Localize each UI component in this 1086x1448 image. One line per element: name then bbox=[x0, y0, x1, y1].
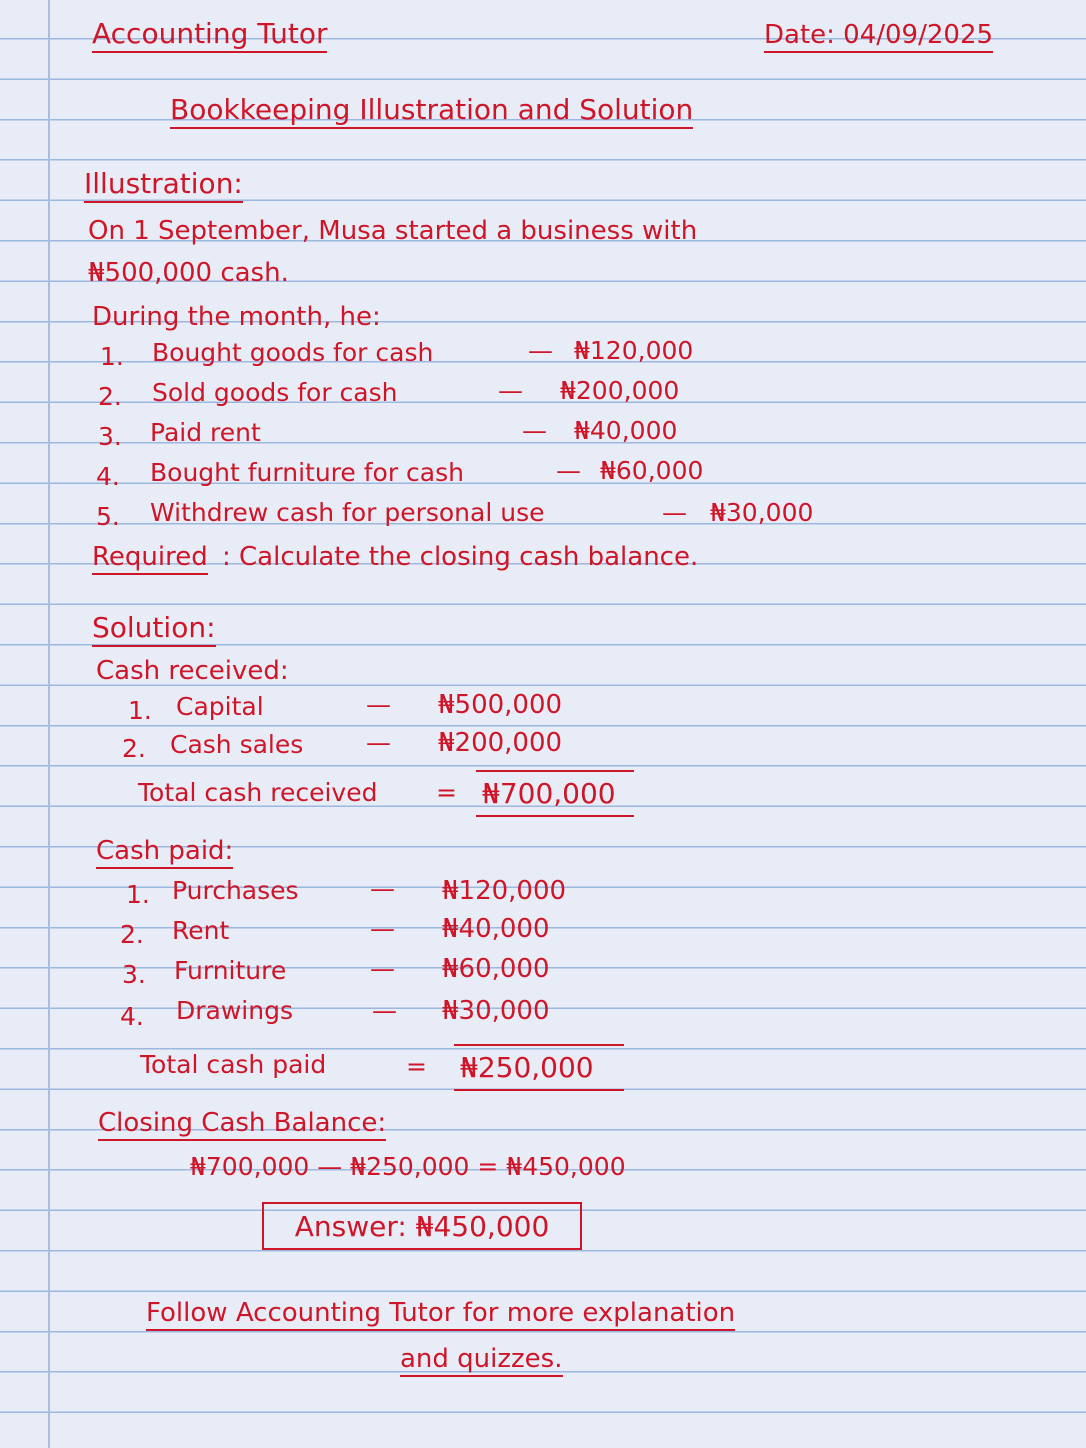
row-amount: ₦200,000 bbox=[438, 728, 563, 758]
row-dash: — bbox=[366, 690, 391, 719]
row-dash: — bbox=[370, 914, 395, 943]
row-number: 1. bbox=[128, 696, 152, 725]
row-dash: — bbox=[370, 874, 395, 903]
total-paid-equals: = bbox=[406, 1052, 427, 1081]
required-text: : Calculate the closing cash balance. bbox=[222, 542, 699, 572]
transaction-number: 4. bbox=[96, 462, 120, 491]
row-number: 2. bbox=[122, 734, 146, 763]
solution-heading: Solution: bbox=[92, 614, 216, 647]
transaction-text: Sold goods for cash bbox=[152, 378, 398, 407]
page-title: Bookkeeping Illustration and Solution bbox=[170, 96, 693, 129]
date-label: Date: 04/09/2025 bbox=[764, 22, 993, 53]
row-dash: — bbox=[372, 996, 397, 1025]
transaction-amount: ₦60,000 bbox=[600, 456, 704, 485]
transaction-amount: ₦40,000 bbox=[574, 416, 678, 445]
transaction-amount: ₦120,000 bbox=[574, 336, 694, 365]
total-received-label: Total cash received bbox=[138, 778, 378, 807]
transaction-amount: ₦30,000 bbox=[710, 498, 814, 527]
answer-text: Answer: ₦450,000 bbox=[294, 1209, 550, 1243]
total-received-equals: = bbox=[436, 778, 457, 807]
transaction-number: 3. bbox=[98, 422, 122, 451]
transaction-number: 2. bbox=[98, 382, 122, 411]
transaction-dash: — bbox=[556, 456, 581, 485]
row-label: Capital bbox=[176, 692, 264, 721]
row-amount: ₦60,000 bbox=[442, 954, 550, 984]
row-label: Cash sales bbox=[170, 730, 304, 759]
total-received-amount: ₦700,000 bbox=[482, 777, 616, 810]
row-label: Furniture bbox=[174, 956, 287, 985]
total-received-top-rule bbox=[476, 770, 634, 772]
illustration-intro: During the month, he: bbox=[92, 302, 381, 332]
illustration-line-1: On 1 September, Musa started a business with bbox=[88, 216, 698, 246]
transaction-number: 5. bbox=[96, 502, 120, 531]
footer-line-1: Follow Accounting Tutor for more explanation bbox=[146, 1300, 735, 1331]
row-label: Rent bbox=[172, 916, 230, 945]
total-received-bottom-rule bbox=[476, 815, 634, 817]
row-amount: ₦120,000 bbox=[442, 876, 567, 906]
transaction-dash: — bbox=[522, 416, 547, 445]
cash-received-heading: Cash received: bbox=[96, 656, 289, 686]
answer-box bbox=[262, 1202, 582, 1250]
illustration-heading: Illustration: bbox=[84, 170, 243, 203]
transaction-text: Withdrew cash for personal use bbox=[150, 498, 545, 527]
total-paid-amount: ₦250,000 bbox=[460, 1051, 594, 1084]
transaction-text: Paid rent bbox=[150, 418, 261, 447]
total-paid-bottom-rule bbox=[454, 1089, 624, 1091]
row-label: Purchases bbox=[172, 876, 299, 905]
brand-name: Accounting Tutor bbox=[92, 20, 327, 53]
row-number: 4. bbox=[120, 1002, 144, 1031]
row-amount: ₦500,000 bbox=[438, 690, 563, 720]
transaction-number: 1. bbox=[100, 342, 124, 371]
closing-balance-equation: ₦700,000 — ₦250,000 = ₦450,000 bbox=[190, 1152, 626, 1181]
transaction-text: Bought goods for cash bbox=[152, 338, 434, 367]
footer-line-2: and quizzes. bbox=[400, 1346, 563, 1377]
row-dash: — bbox=[370, 954, 395, 983]
closing-balance-heading: Closing Cash Balance: bbox=[98, 1110, 386, 1141]
row-dash: — bbox=[366, 728, 391, 757]
total-paid-top-rule bbox=[454, 1044, 624, 1046]
row-amount: ₦40,000 bbox=[442, 914, 550, 944]
row-number: 3. bbox=[122, 960, 146, 989]
cash-paid-heading: Cash paid: bbox=[96, 838, 233, 869]
required-label: Required bbox=[92, 544, 208, 575]
row-number: 2. bbox=[120, 920, 144, 949]
transaction-dash: — bbox=[528, 336, 553, 365]
notebook-margin-line bbox=[48, 0, 50, 1448]
row-amount: ₦30,000 bbox=[442, 996, 550, 1026]
row-label: Drawings bbox=[176, 996, 293, 1025]
transaction-text: Bought furniture for cash bbox=[150, 458, 464, 487]
total-paid-label: Total cash paid bbox=[140, 1050, 327, 1079]
row-number: 1. bbox=[126, 880, 150, 909]
illustration-line-2: ₦500,000 cash. bbox=[88, 258, 289, 288]
transaction-dash: — bbox=[662, 498, 687, 527]
transaction-dash: — bbox=[498, 376, 523, 405]
transaction-amount: ₦200,000 bbox=[560, 376, 680, 405]
